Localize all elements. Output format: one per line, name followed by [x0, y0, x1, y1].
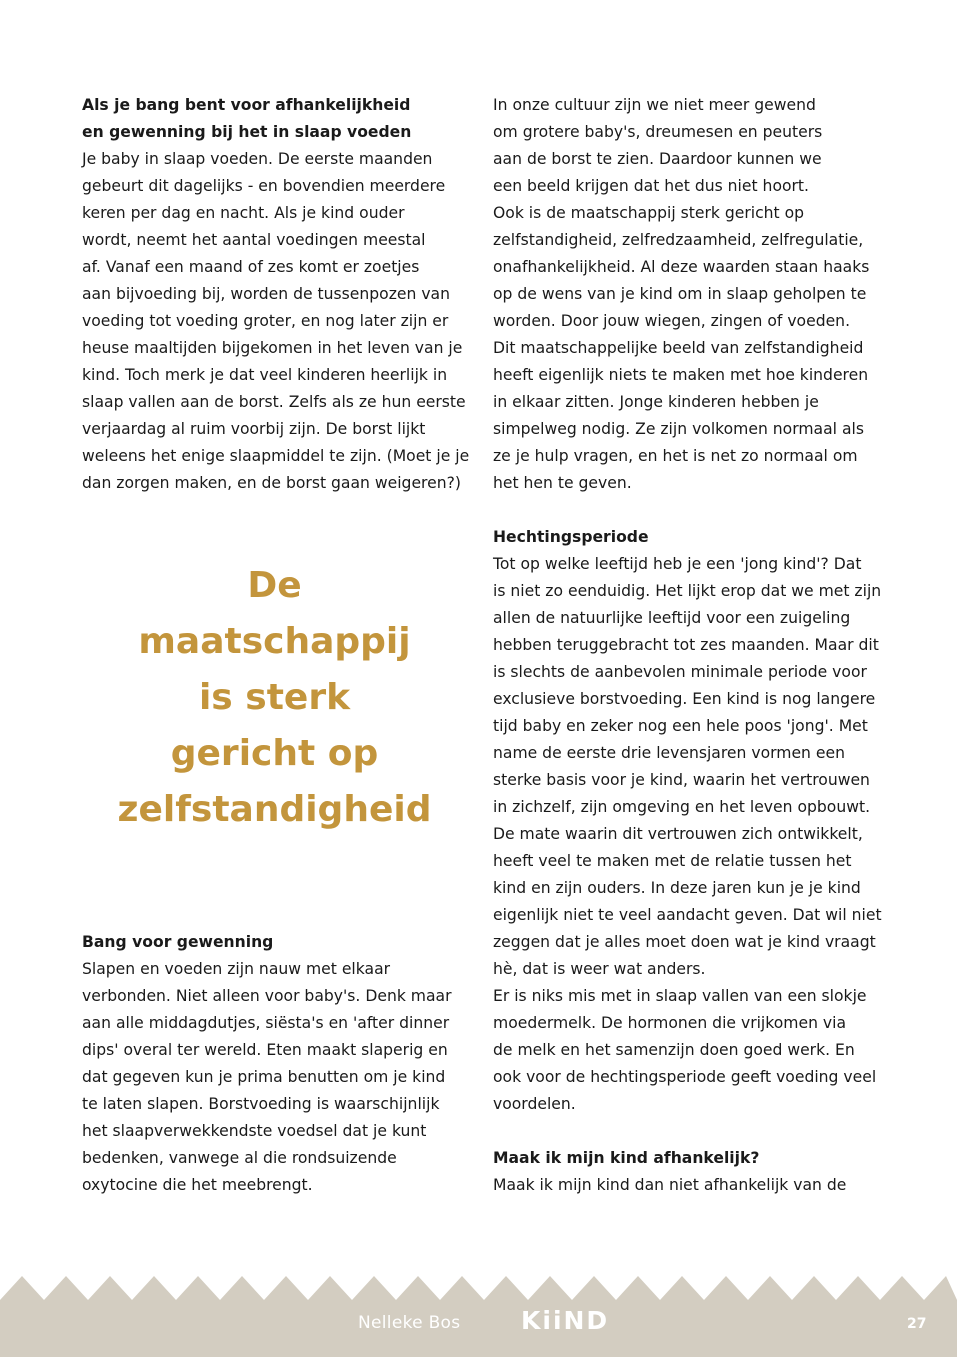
section-heading-afhankelijk: Maak ik mijn kind afhankelijk? — [493, 1149, 760, 1167]
text-line: aan alle middagdutjes, siësta's en 'after dinner — [82, 1014, 450, 1032]
text-line: Tot op welke leeftijd heb je een 'jong kind'? Dat — [493, 555, 862, 573]
text-line: is slechts de aanbevolen minimale periode voor — [493, 663, 867, 681]
left-column-lower — [82, 929, 467, 1199]
text-line: zelfstandigheid — [117, 789, 432, 830]
text-line: gebeurt dit dagelijks - en bovendien meerdere — [82, 177, 446, 195]
text-line: tijd baby en zeker nog een hele poos 'jong'. Met — [493, 717, 868, 735]
text-line: oxytocine die het meebrengt. — [82, 1176, 313, 1194]
left-column — [82, 92, 470, 497]
text-line: Maak ik mijn kind dan niet afhankelijk van de — [493, 1176, 847, 1194]
text-line: De — [247, 565, 302, 606]
text-line: keren per dag en nacht. Als je kind ouder — [82, 204, 405, 222]
section-heading: Als je bang bent voor afhankelijkheid — [82, 96, 411, 114]
text-line: worden. Door jouw wiegen, zingen of voeden. — [493, 312, 851, 330]
text-line: het slaapverwekkendste voedsel dat je kunt — [82, 1122, 427, 1140]
text-line: name de eerste drie levensjaren vormen een — [493, 744, 845, 762]
text-line: kind en zijn ouders. In deze jaren kun je je kind — [493, 879, 861, 897]
text-line: te laten slapen. Borstvoeding is waarschijnlijk — [82, 1095, 440, 1113]
text-line: zelfstandigheid, zelfredzaamheid, zelfregulatie, — [493, 231, 864, 249]
text-line: heeft eigenlijk niets te maken met hoe kinderen — [493, 366, 869, 384]
text-line: het hen te geven. — [493, 474, 632, 492]
author-name: Nelleke Bos — [358, 1313, 461, 1333]
text-line: maatschappij — [138, 621, 411, 662]
text-line: is niet zo eenduidig. Het lijkt erop dat we met zijn — [493, 582, 882, 600]
text-line: moedermelk. De hormonen die vrijkomen via — [493, 1014, 847, 1032]
section-body — [493, 1172, 883, 1199]
right-column — [493, 92, 883, 1199]
text-line: In onze cultuur zijn we niet meer gewend — [493, 96, 816, 114]
section-heading: en gewenning bij het in slaap voeden — [82, 123, 412, 141]
text-line: wordt, neemt het aantal voedingen meestal — [82, 231, 426, 249]
text-line: dan zorgen maken, en de borst gaan weigeren?) — [82, 474, 461, 492]
text-line: in elkaar zitten. Jonge kinderen hebben je — [493, 393, 819, 411]
text-line: bedenken, vanwege al die rondsuizende — [82, 1149, 397, 1167]
text-line: kind. Toch merk je dat veel kinderen heerlijk in — [82, 366, 448, 384]
text-line: de melk en het samenzijn doen goed werk. En — [493, 1041, 855, 1059]
text-line: ze je hulp vragen, en het is net zo normaal om — [493, 447, 858, 465]
page-number: 27 — [907, 1316, 927, 1332]
text-line: hebben teruggebracht tot zes maanden. Maar dit — [493, 636, 879, 654]
text-line: verbonden. Niet alleen voor baby's. Denk maar — [82, 987, 452, 1005]
text-line: allen de natuurlijke leeftijd voor een zuigeling — [493, 609, 851, 627]
text-line: weleens het enige slaapmiddel te zijn. (Moet je je — [82, 447, 470, 465]
text-line: aan bijvoeding bij, worden de tussenpozen van — [82, 285, 450, 303]
text-line: zeggen dat je alles moet doen wat je kind vraagt — [493, 933, 876, 951]
intro-paragraph — [493, 92, 883, 497]
text-line: Dit maatschappelijke beeld van zelfstandigheid — [493, 339, 864, 357]
text-line: Ook is de maatschappij sterk gericht op — [493, 204, 805, 222]
text-line: dat gegeven kun je prima benutten om je kind — [82, 1068, 446, 1086]
text-line: is sterk — [198, 677, 351, 718]
text-line: simpelweg nodig. Ze zijn volkomen normaal als — [493, 420, 864, 438]
section-heading-gewenning: Bang voor gewenning — [82, 933, 274, 951]
section-heading-hechting: Hechtingsperiode — [493, 528, 649, 546]
text-line: verjaardag al ruim voorbij zijn. De borst lijkt — [82, 420, 426, 438]
text-line: heuse maaltijden bijgekomen in het leven van je — [82, 339, 463, 357]
text-line: Er is niks mis met in slaap vallen van een slokje — [493, 987, 867, 1005]
text-line: eigenlijk niet te veel aandacht geven. Dat wil niet — [493, 906, 882, 924]
section-body — [82, 146, 470, 497]
text-line: heeft veel te maken met de relatie tussen het — [493, 852, 852, 870]
text-line: dips' overal ter wereld. Eten maakt slaperig en — [82, 1041, 448, 1059]
section-afhankelijkheid — [82, 92, 470, 497]
text-line: sterke basis voor je kind, waarin het vertrouwen — [493, 771, 870, 789]
text-line: slaap vallen aan de borst. Zelfs als ze hun eerste — [82, 393, 466, 411]
text-line: voordelen. — [493, 1095, 576, 1113]
text-line: exclusieve borstvoeding. Een kind is nog langere — [493, 690, 876, 708]
text-line: om grotere baby's, dreumesen en peuters — [493, 123, 823, 141]
text-line: op de wens van je kind om in slaap geholpen te — [493, 285, 867, 303]
text-line: voeding tot voeding groter, en nog later zijn er — [82, 312, 449, 330]
text-line: aan de borst te zien. Daardoor kunnen we — [493, 150, 822, 168]
text-line: De mate waarin dit vertrouwen zich ontwikkelt, — [493, 825, 863, 843]
text-line: in zichzelf, zijn omgeving en het leven opbouwt. — [493, 798, 871, 816]
page-footer — [0, 1276, 957, 1357]
pull-quote — [82, 558, 467, 838]
text-line: ook voor de hechtingsperiode geeft voeding veel — [493, 1068, 877, 1086]
text-line: gericht op — [170, 733, 379, 774]
text-line: onafhankelijkheid. Al deze waarden staan haaks — [493, 258, 870, 276]
text-line: een beeld krijgen dat het dus niet hoort. — [493, 177, 810, 195]
brand-logo: KiiND — [521, 1306, 610, 1335]
section-body — [82, 956, 467, 1199]
text-line: Je baby in slaap voeden. De eerste maanden — [82, 150, 433, 168]
text-line: hè, dat is weer wat anders. — [493, 960, 706, 978]
zigzag-band — [0, 1276, 957, 1357]
text-line: Slapen en voeden zijn nauw met elkaar — [82, 960, 391, 978]
section-body — [493, 551, 883, 1118]
text-line: af. Vanaf een maand of zes komt er zoetjes — [82, 258, 420, 276]
